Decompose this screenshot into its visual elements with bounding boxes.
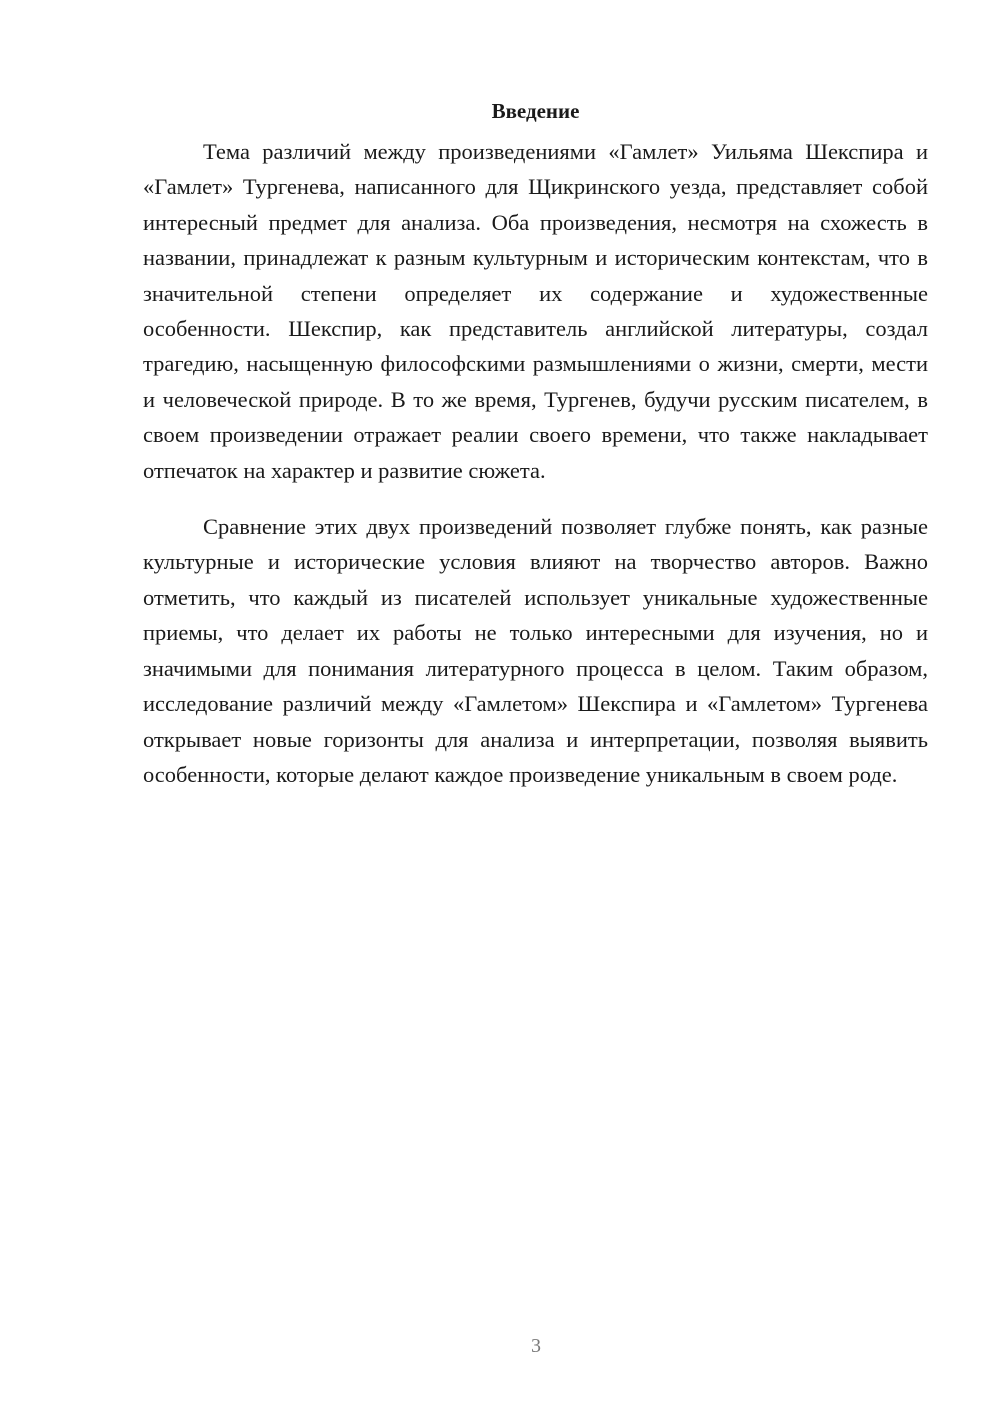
section-heading: Введение [491, 99, 580, 123]
page-number: 3 [531, 1335, 541, 1357]
body-paragraph-2: Сравнение этих двух произведений позволяет глубже понять, как разные культурные и исторические условия влияют на творчество авторов. Важно отметить, что каждый из писателей использует уникальные художественные приемы, что делает их работы не только интересными для изучения, но и значимыми для понимания литературного процесса в целом. Таким образом, исследование различий между «Гамлетом» Шекспира и «Гамлетом» Тургенева открывает новые горизонты для анализа и интерпретации, позволяя выявить особенности, которые делают каждое произведение уникальным в своем роде. [143, 514, 928, 787]
page-content [143, 98, 928, 792]
body-paragraph-1: Тема различий между произведениями «Гамлет» Уильяма Шекспира и «Гамлет» Тургенева, написанного для Щикринского уезда, представляет собой интересный предмет для анализа. Оба произведения, несмотря на схожесть в названии, принадлежат к разным культурным и историческим контекстам, что в значительной степени определяет их содержание и художественные особенности. Шекспир, как представитель английской литературы, создал трагедию, насыщенную философскими размышлениями о жизни, смерти, мести и человеческой природе. В то же время, Тургенев, будучи русским писателем, в своем произведении отражает реалии своего времени, что также накладывает отпечаток на характер и развитие сюжета. [143, 139, 928, 483]
